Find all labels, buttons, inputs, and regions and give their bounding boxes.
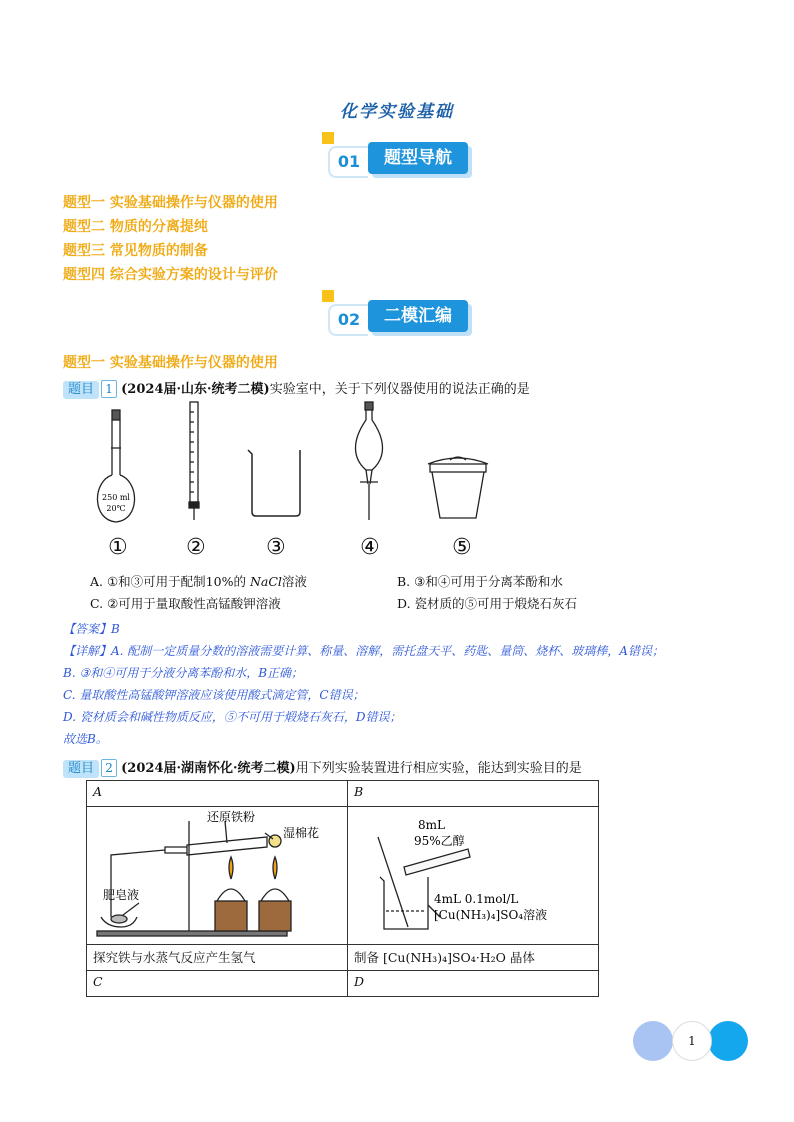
separatory-funnel-icon [356, 402, 383, 520]
cell-a-head[interactable]: A [87, 781, 348, 807]
label-ethanol: 95%乙醇 [414, 834, 465, 848]
cell-b-caption: 制备 [Cu(NH₃)₄]SO₄·H₂O 晶体 [348, 945, 599, 971]
label-solution-2: [Cu(NH₃)₄]SO₄溶液 [434, 908, 548, 922]
section-label: 二模汇编 [368, 300, 468, 332]
question-2-line [63, 757, 582, 778]
instrument-num-5: ⑤ [452, 535, 472, 560]
question-number: 1 [101, 380, 117, 398]
type1-heading: 题型一 实验基础操作与仪器的使用 [63, 355, 278, 371]
section-label: 题型导航 [368, 142, 468, 174]
apparatus-drawing [97, 821, 291, 936]
cell-a-figure [87, 807, 348, 945]
iron-steam-apparatus-figure [87, 807, 347, 941]
question-source: (2024届·山东·统考二模) [121, 382, 270, 397]
question-number: 2 [101, 759, 117, 777]
burette-icon [189, 402, 199, 520]
question-1-line [63, 378, 530, 399]
cell-b-head[interactable]: B [348, 781, 599, 807]
detail-line-1: 【详解】A. 配制一定质量分数的溶液需要计算、称量、溶解，需托盘天平、药匙、量筒、烧杯、玻璃棒，A错误； [63, 644, 664, 658]
nav-item-3[interactable]: 题型三 常见物质的制备 [63, 243, 208, 259]
page-decor-left [633, 1021, 673, 1061]
section-number: 02 [328, 304, 368, 336]
detail-line-4: D. 瓷材质会和碱性物质反应，⑤不可用于煅烧石灰石，D错误； [63, 710, 402, 724]
document-title: 化学实验基础 [340, 102, 454, 122]
option-d[interactable]: D. 瓷材质的⑤可用于煅烧石灰石 [397, 596, 578, 611]
question-tag: 题目 [63, 381, 99, 399]
instrument-num-4: ④ [360, 535, 380, 560]
question-tag: 题目 [63, 760, 99, 778]
cell-a-caption: 探究铁与水蒸气反应产生氢气 [87, 945, 348, 971]
q2-options-table [86, 780, 599, 997]
option-a[interactable]: A. ①和③可用于配制10%的 NaCl溶液 [90, 574, 307, 589]
cell-b-figure [348, 807, 599, 945]
question-stem: 实验室中，关于下列仪器使用的说法正确的是 [269, 382, 530, 397]
page-decor-right [708, 1021, 748, 1061]
answer-label: 【答案】B [63, 622, 120, 636]
nav-item-4[interactable]: 题型四 综合实验方案的设计与评价 [63, 267, 278, 283]
page-number: 1 [672, 1021, 712, 1061]
flask-label-volume: 250 ml [102, 493, 130, 502]
instrument-num-1: ① [108, 535, 128, 560]
question-source: (2024届·湖南怀化·统考二模) [121, 761, 296, 776]
label-volume: 8mL [418, 818, 445, 832]
detail-line-3: C. 量取酸性高锰酸钾溶液应该使用酸式滴定管，C错误； [63, 688, 365, 702]
cell-d-head[interactable]: D [348, 971, 599, 997]
banner-accent-square [322, 132, 334, 144]
crucible-icon [428, 457, 488, 518]
label-iron: 还原铁粉 [207, 810, 256, 824]
cell-c-head[interactable]: C [87, 971, 348, 997]
label-cotton: 湿棉花 [283, 826, 320, 840]
option-c[interactable]: C. ②可用于量取酸性高锰酸钾溶液 [90, 596, 281, 611]
instrument-num-3: ③ [266, 535, 286, 560]
banner-accent-square [322, 290, 334, 302]
crystal-prep-apparatus-figure [348, 807, 598, 941]
detail-line-2: B. ③和④可用于分液分离苯酚和水，B正确； [63, 666, 304, 680]
nav-item-1[interactable]: 题型一 实验基础操作与仪器的使用 [63, 195, 278, 211]
instruments-figure [90, 400, 490, 530]
section-number: 01 [328, 146, 368, 178]
question-stem: 用下列实验装置进行相应实验，能达到实验目的是 [295, 761, 582, 776]
flask-label-temp: 20℃ [106, 504, 126, 513]
detail-line-5: 故选B。 [63, 732, 108, 746]
label-solution-1: 4mL 0.1mol/L [434, 892, 519, 906]
option-b[interactable]: B. ③和④可用于分离苯酚和水 [397, 574, 563, 589]
option-a-formula: NaCl [249, 574, 282, 589]
beaker-icon [248, 450, 300, 516]
instrument-num-2: ② [186, 535, 206, 560]
label-soap: 肥皂液 [103, 888, 140, 902]
nav-item-2[interactable]: 题型二 物质的分离提纯 [63, 219, 208, 235]
